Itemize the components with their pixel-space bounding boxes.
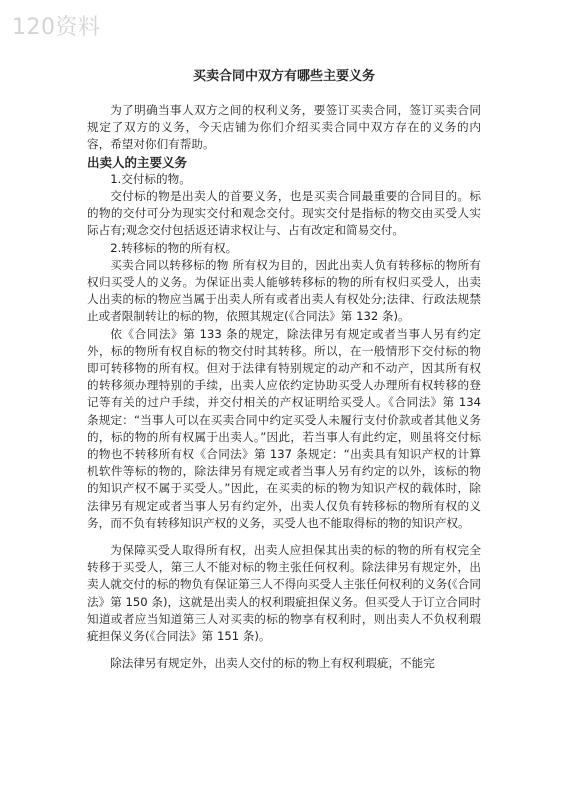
item2-heading: 2.转移标的物的所有权。 [110, 240, 238, 255]
item1-paragraph: 交付标的物是出卖人的首要义务，也是买卖合同最重要的合同目的。标的物的交付可分为现实交付和观念交付。现实交付是指标的物交由买受人实际占有;观念交付包括返还请求权让与、占有改定和简易交付。 [87, 189, 481, 238]
item1-heading: 1.交付标的物。 [110, 171, 191, 186]
intro-paragraph: 为了明确当事人双方之间的权利义务，要签订买卖合同，签订买卖合同规定了双方的义务，今天店铺为你们介绍买卖合同中双方存在的义务的内容，希望对你们有帮助。 [87, 103, 481, 152]
item2-paragraph-1: 买卖合同以转移标的物 所有权为目的，因此出卖人负有转移标的物所有权归买受人的义务。为保证出卖人能够转移标的物的所有权归买受人，出卖人出卖的标的物应当属于出卖人所有或者出卖人有权处分;法律、行政法规禁止或者限制转让的标的物，依照其规定(《合同法》第 132 条)。 [87, 257, 481, 324]
item2-paragraph-4: 除法律另有规定外，出卖人交付的标的物上有权利瑕疵，不能完 [110, 656, 435, 671]
watermark-logo: 120资料 [12, 15, 101, 40]
document-page [87, 68, 481, 673]
item2-paragraph-2: 依《合同法》第 133 条的规定，除法律另有规定或者当事人另有约定外，标的物所有权自标的物交付时其转移。所以，在一般情形下交付标的物即可转移物的所有权。但对于法律有特别规定的动产和不动产，因其所有权的转移须办理特别的手续，出卖人应依约定协助买受人办理所有权转移的登记等有关的过户手续，并交付相关的产权证明给买受人。《合同法》第 134 条规定：“当事人可以在买卖合同中约定买受人未履行支付价款或者其他义务的，标的物的所有权属于出卖人。”因此，若当事人有此约定，则虽将交付标的物也不转移所有权《合同法》第 137 条规定：“出卖具有知识产权的计算机软件等标的物的，除法律另有规定或者当事人另有约定的以外，该标的物的知识产权不属于买受人。”因此，在买卖的标的物为知识产权的载体时，除法律另有规定或者当事人另有约定外，出卖人仅负有转移标的物所有权的义务，而不负有转移知识产权的义务，买受人也不能取得标的物的知识产权。 [87, 326, 481, 530]
document-title: 买卖合同中双方有哪些主要义务 [192, 69, 375, 84]
section-heading-seller-duties: 出卖人的主要义务 [87, 154, 188, 170]
item2-paragraph-3: 为保障买受人取得所有权，出卖人应担保其出卖的标的物的所有权完全转移于买受人，第三人不能对标的物主张任何权利。除法律另有规定外，出卖人就交付的标的物负有保证第三人不得向买受人主张任何权利的义务(《合同法》第 150 条)，这就是出卖人的权利瑕疵担保义务。但买受人于订立合同时知道或者应当知道第三人对买卖的标的物享有权利时，则出卖人不负权利瑕疵担保义务(《合同法》第 151 条)。 [87, 543, 481, 644]
